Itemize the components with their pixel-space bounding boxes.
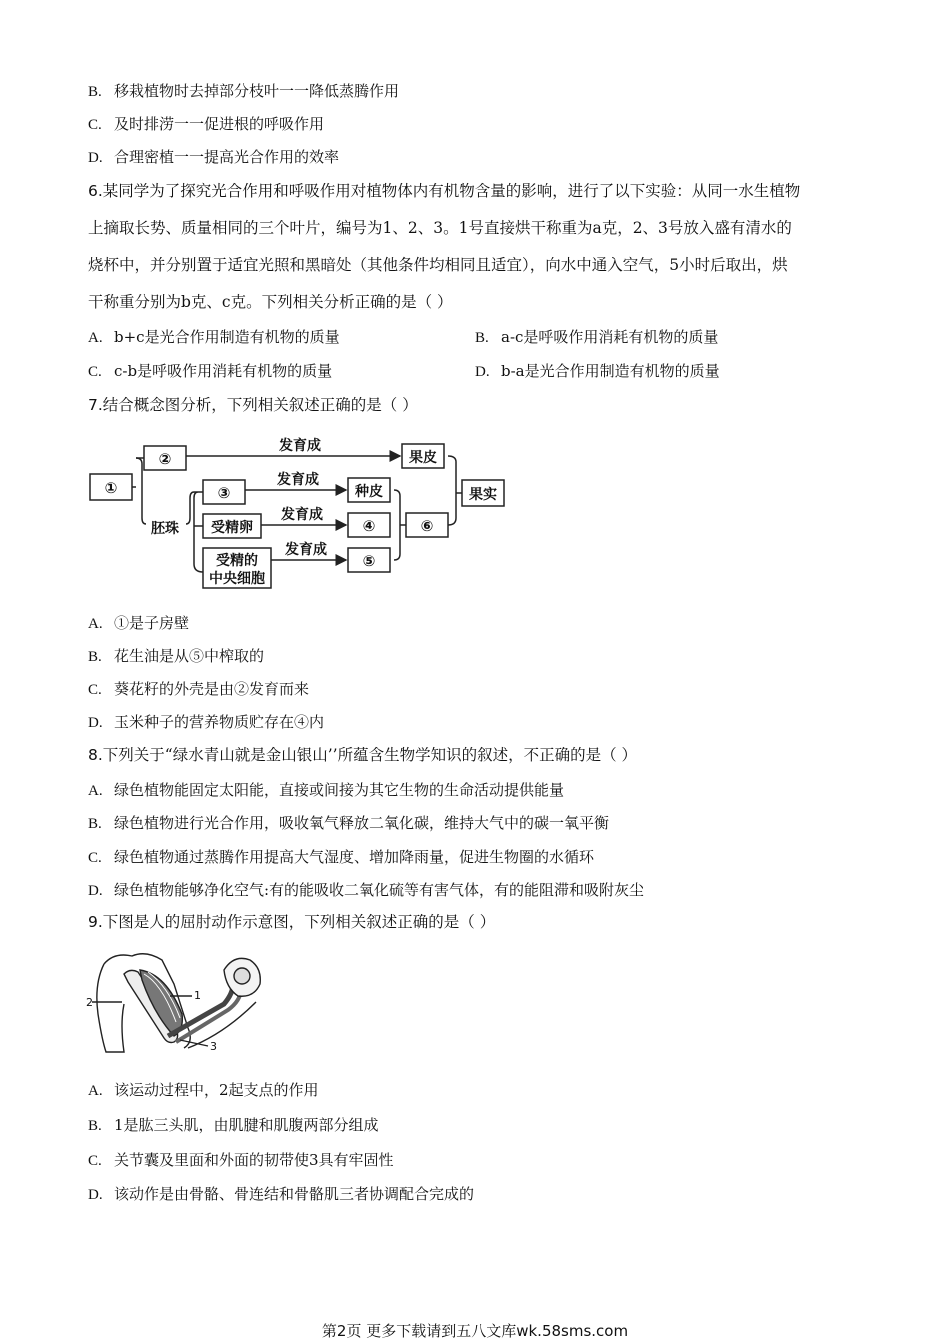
concept-map-diagram: [86, 432, 512, 594]
q9-option-a: A. 该运动过程中，2起支点的作用: [88, 1081, 319, 1099]
q9-stem: 9.下图是人的屈肘动作示意图，下列相关叙述正确的是（ ）: [88, 913, 496, 931]
figure-label-1: 1: [194, 989, 201, 1002]
q6-option-c: C. c-b是呼吸作用消耗有机物的质量: [88, 362, 333, 380]
node-6-label: ⑥: [420, 517, 434, 535]
node-1-label: ①: [104, 479, 118, 497]
q6-stem-line4: 干称重分别为b克、c克。下列相关分析正确的是（ ）: [88, 293, 453, 311]
q5-option-c: C. 及时排涝一一促进根的呼吸作用: [88, 115, 325, 133]
ovule-label: 胚珠: [151, 521, 179, 537]
q7-stem: 7.结合概念图分析，下列相关叙述正确的是（ ）: [88, 396, 418, 414]
q6-stem-line1: 6.某同学为了探究光合作用和呼吸作用对植物体内有机物含量的影响，进行了以下实验：从同一水生植物: [88, 182, 801, 200]
q8-option-b: B. 绿色植物进行光合作用，吸收氧气释放二氧化碳，维持大气中的碳一氧平衡: [88, 814, 610, 832]
q9-option-b: B. 1是肱三头肌，由肌腱和肌腹两部分组成: [88, 1116, 379, 1134]
develops-into-label-1: 发育成: [279, 438, 321, 454]
q7-option-b: B. 花生油是从⑤中榨取的: [88, 647, 265, 665]
q8-option-d: D. 绿色植物能够净化空气:有的能吸收二氧化硫等有害气体，有的能阻滞和吸附灰尘: [88, 881, 645, 899]
develops-into-label-3: 发育成: [281, 507, 323, 523]
pericarp-label: 果皮: [409, 450, 437, 466]
develops-into-label-2: 发育成: [277, 472, 319, 488]
q5-option-b: B. 移栽植物时去掉部分枝叶一一降低蒸腾作用: [88, 82, 400, 100]
seed-coat-label: 种皮: [355, 484, 383, 500]
node-2-label: ②: [158, 450, 172, 468]
q7-option-a: A. ①是子房壁: [88, 614, 190, 632]
q7-option-c: C. 葵花籽的外壳是由②发育而来: [88, 680, 310, 698]
q7-option-d: D. 玉米种子的营养物质贮存在④内: [88, 713, 325, 731]
page-footer: 第2页 更多下载请到五八文库wk.58sms.com: [321, 1322, 629, 1340]
torso-outline: [97, 964, 124, 1052]
q6-option-d: D. b-a是光合作用制造有机物的质量: [475, 362, 720, 380]
q6-option-b: B. a-c是呼吸作用消耗有机物的质量: [475, 328, 719, 346]
q6-option-a: A. b+c是光合作用制造有机物的质量: [88, 328, 340, 346]
node-3-label: ③: [217, 484, 231, 502]
q9-option-c: C. 关节囊及里面和外面的韧带使3具有牢固性: [88, 1151, 394, 1169]
develops-into-label-4: 发育成: [285, 542, 327, 558]
q6-stem-line2: 上摘取长势、质量相同的三个叶片，编号为1、2、3。1号直接烘干称重为a克，2、3号放入盛有清水的: [88, 219, 792, 237]
q9-option-d: D. 该动作是由骨骼、骨连结和骨骼肌三者协调配合完成的: [88, 1185, 475, 1203]
node-4-label: ④: [362, 517, 376, 535]
central-cell-label-1: 受精的: [216, 553, 258, 569]
elbow-flexion-figure: [84, 944, 274, 1059]
figure-label-3: 3: [210, 1040, 217, 1053]
q5-option-d: D. 合理密植一一提高光合作用的效率: [88, 148, 340, 166]
q8-option-a: A. 绿色植物能固定太阳能，直接或间接为其它生物的生命活动提供能量: [88, 781, 565, 799]
q8-option-c: C. 绿色植物通过蒸腾作用提高大气湿度、增加降雨量，促进生物圈的水循环: [88, 848, 595, 866]
q8-stem: 8.下列关于“绿水青山就是金山银山’’所蕴含生物学知识的叙述，不正确的是（ ）: [88, 746, 638, 764]
q6-stem-line3: 烧杯中，并分别置于适宜光照和黑暗处（其他条件均相同且适宜），向水中通入空气，5小时后取出，烘: [88, 256, 788, 274]
fertilized-egg-label: 受精卵: [211, 520, 253, 536]
figure-label-2: 2: [86, 996, 93, 1009]
fruit-label: 果实: [469, 487, 497, 503]
node-5-label: ⑤: [362, 552, 376, 570]
central-cell-label-2: 中央细胞: [209, 571, 265, 587]
